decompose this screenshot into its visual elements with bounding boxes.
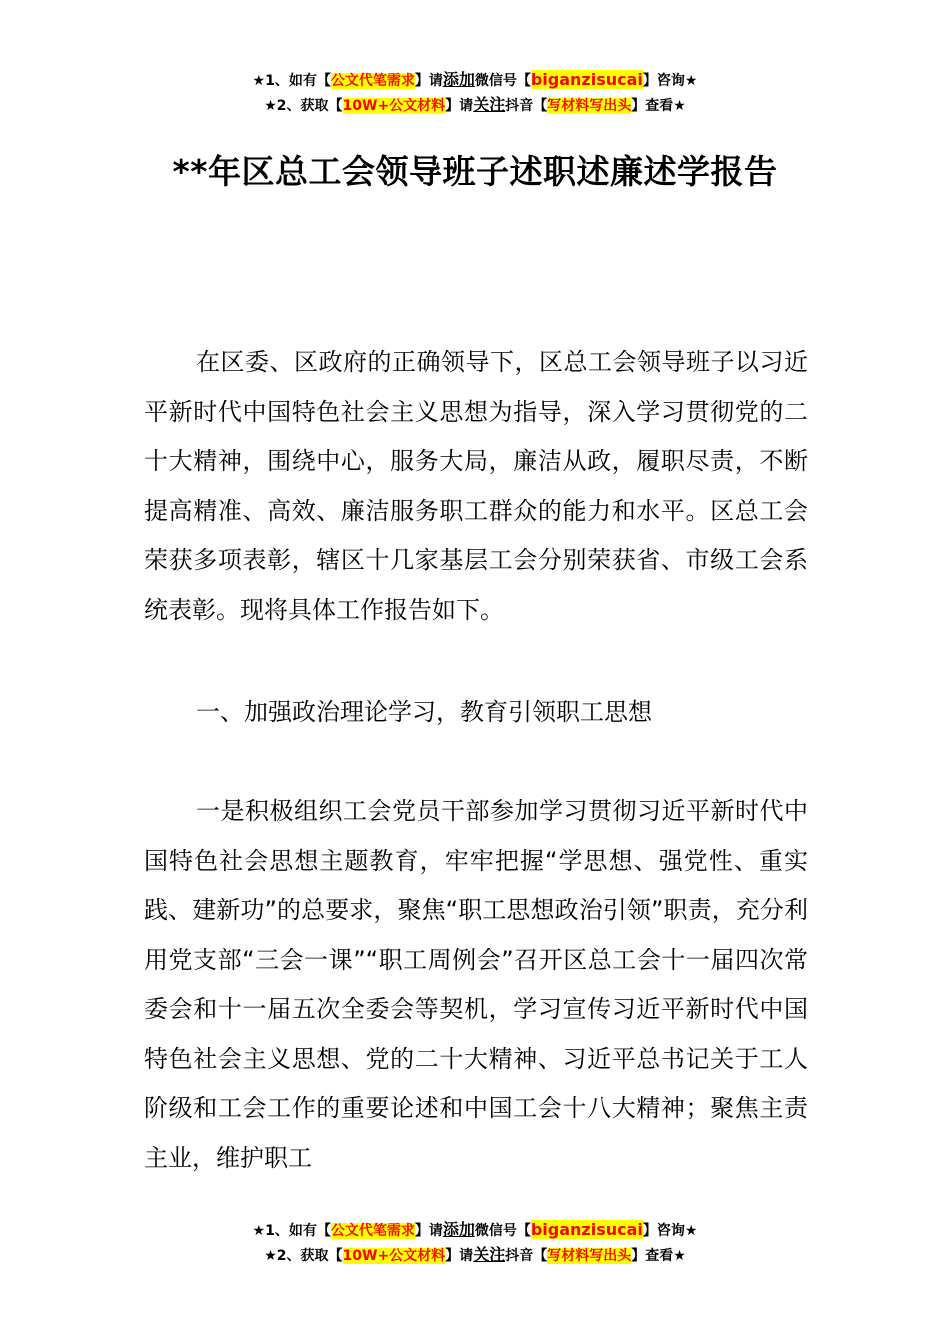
promo-highlight-wechat: biganzisucai: [530, 70, 643, 89]
promo-line-2: [0, 93, 950, 118]
promo-highlight-materials: 10W+公文材料: [342, 1248, 446, 1264]
promo-emphasis-add: 添加: [442, 70, 475, 89]
promo-line-1: [0, 1218, 950, 1243]
promo-line1-prefix: ★1、如有【: [252, 1223, 331, 1239]
promo-emphasis-add: 添加: [442, 1220, 475, 1239]
promo-highlight-wechat: biganzisucai: [530, 1220, 643, 1239]
promo-emphasis-follow: 关注: [473, 1245, 506, 1264]
promo-highlight-materials: 10W+公文材料: [342, 98, 446, 114]
promo-line2-mid: 】请: [445, 1248, 474, 1264]
promo-line2-mid2: 抖音【: [505, 1248, 548, 1264]
promo-line1-mid: 】请: [414, 73, 443, 89]
promo-line2-mid: 】请: [445, 98, 474, 114]
paragraph-section-1: 一是积极组织工会党员干部参加学习贯彻习近平新时代中国特色社会思想主题教育，牢牢把握“学思想、强党性、重实践、建新功”的总要求，聚焦“职工思想政治引领”职责，充分利用党支部“三会一课”“职工周例会”召开区总工会十一届四次常委会和十一届五次全委会等契机，学习宣传习近平新时代中国特色社会主义思想、党的二十大精神、习近平总书记关于工人阶级和工会工作的重要论述和中国工会十八大精神；聚焦主责主业，维护职工: [144, 797, 808, 1172]
promo-line1-suffix: 】咨询★: [642, 73, 698, 89]
document-title: **年区总工会领导班子述职述廉述学报告: [172, 152, 778, 191]
promo-line1-mid: 】请: [414, 1223, 443, 1239]
promo-line2-mid2: 抖音【: [505, 98, 548, 114]
promo-line2-prefix: ★2、获取【: [264, 1248, 343, 1264]
promo-line1-suffix: 】咨询★: [642, 1223, 698, 1239]
promo-line2-suffix: 】查看★: [631, 1248, 686, 1264]
promo-highlight-douyin: 写材料写出头: [547, 98, 632, 114]
promo-line1-mid2: 微信号【: [474, 1223, 531, 1239]
promo-highlight-service: 公文代笔需求: [330, 73, 415, 89]
promo-line1-prefix: ★1、如有【: [252, 73, 331, 89]
promo-emphasis-follow: 关注: [473, 95, 506, 114]
promo-line-1: [0, 68, 950, 93]
paragraph-intro: 在区委、区政府的正确领导下，区总工会领导班子以习近平新时代中国特色社会主义思想为指导，深入学习贯彻党的二十大精神，围绕中心，服务大局，廉洁从政，履职尽责，不断提高精准、高效、廉洁服务职工群众的能力和水平。区总工会荣获多项表彰，辖区十几家基层工会分别荣获省、市级工会系统表彰。现将具体工作报告如下。: [144, 348, 808, 624]
promo-line2-suffix: 】查看★: [631, 98, 686, 114]
promo-line2-prefix: ★2、获取【: [264, 98, 343, 114]
section-heading-1: 一、加强政治理论学习，教育引领职工思想: [196, 698, 652, 726]
promo-highlight-service: 公文代笔需求: [330, 1223, 415, 1239]
bottom-promo-banner: [0, 1218, 950, 1268]
top-promo-banner: [0, 68, 950, 118]
promo-line-2: [0, 1243, 950, 1268]
promo-line1-mid2: 微信号【: [474, 73, 531, 89]
promo-highlight-douyin: 写材料写出头: [547, 1248, 632, 1264]
